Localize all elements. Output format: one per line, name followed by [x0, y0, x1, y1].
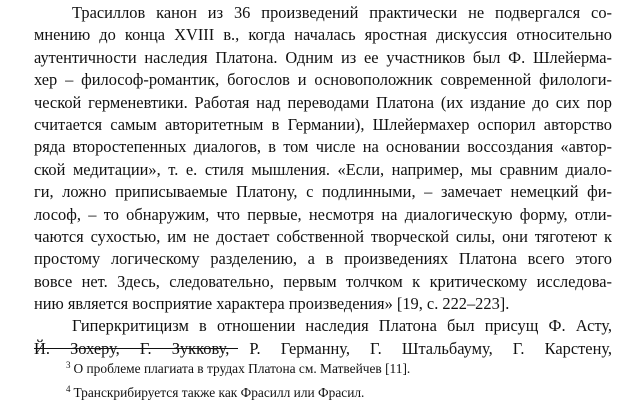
paragraph-line: простому логическому разделению, а в произведениях Платона всего этого	[34, 249, 612, 269]
paragraph-line: чаются сухостью, им не достает собственной творческой силы, они тяготеют к	[34, 226, 612, 246]
paragraph-line: лософ, – то обнаружим, что первые, несмотря на диалогическую форму, отли-	[34, 204, 612, 224]
paragraph-line: ческой герменевтики. Работая над переводами Платона (их издание до сих пор	[34, 92, 612, 112]
paragraph-line: вовсе нет. Здесь, следовательно, первым толчком к критическому исследова-	[34, 271, 612, 291]
paragraph-line: Трасиллов канон из 36 произведений практически не подвергался со-	[72, 3, 612, 22]
paragraph-line: ги, ложно приписываемые Платону, с подлинными, – замечает немецкий фи-	[34, 182, 612, 202]
paragraph-line: хер – философ-романтик, богослов и основоположник современной филологи-	[34, 70, 612, 90]
paragraph-line: Й. Зохеру, Г. Зуккову, Р. Германну, Г. Штальбауму, Г. Карстену,	[34, 338, 612, 358]
footnote-item	[34, 379, 612, 403]
paragraph-line: мнению до конца XVIII в., когда началась яростная дискуссия относительно	[34, 25, 612, 45]
main-text	[34, 2, 612, 360]
footnote-number: 3	[66, 360, 71, 370]
paragraph-line: ской медитации», т. е. стиля мышления. «Если, например, мы сравним диало-	[34, 159, 612, 179]
paragraph-line: ряда второстепенных диалогов, в том числе на основании воссоздания «автор-	[34, 137, 612, 157]
footnote-item	[34, 355, 612, 379]
footnote-number: 4	[66, 384, 71, 394]
paragraph-line: нию является восприятие характера произведения» [19, с. 222–223].	[34, 294, 510, 314]
paragraph-line: считается самым авторитетным в Германии), Шлейермахер оспорил авторство	[34, 114, 612, 134]
paragraph-line: аутентичности наследия Платона. Одним из ее участников был Ф. Шлейерма-	[34, 47, 612, 67]
footnote-divider	[34, 348, 238, 349]
paragraph-line: Гиперкритицизм в отношении наследия Платона был присущ Ф. Асту,	[72, 316, 612, 336]
footnote-text: Транскрибируется также как Фрасилл или Фрасил.	[73, 385, 365, 400]
footnote-text: О проблеме плагиата в трудах Платона см. Матвейчев [11].	[73, 361, 411, 376]
footnotes	[34, 355, 612, 403]
